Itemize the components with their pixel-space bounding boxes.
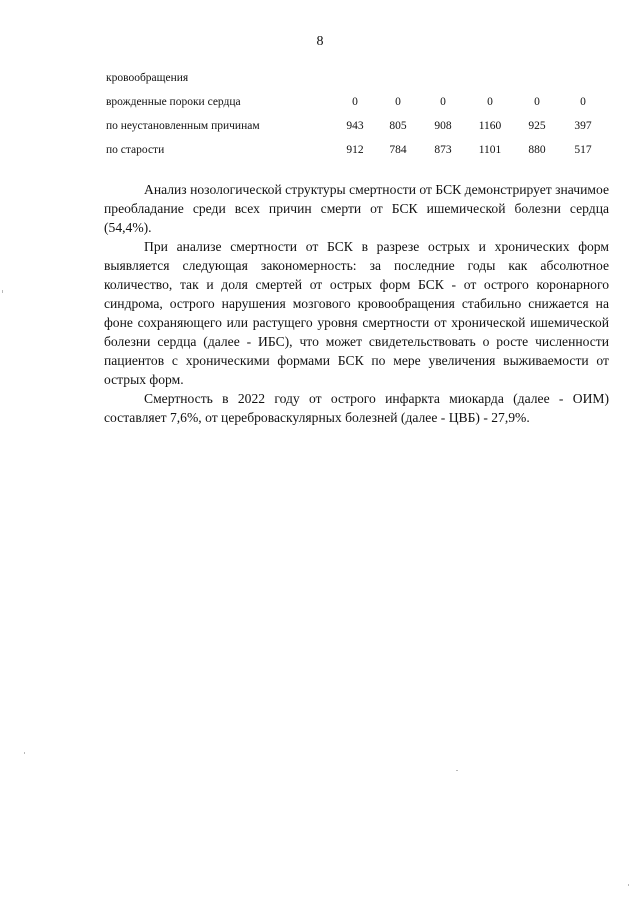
paragraph: При анализе смертности от БСК в разрезе острых и хронических форм выявляется следующая закономерность: за последние годы как абсолютное количество, так и доля смертей от острых форм БСК - от острого коронарного синдрома, острого нарушения мозгового кровообращения стабильно снижается на фоне сохраняющего или растущего уровня смертности от хронической ишемической болезни сердца (далее - ИБС), что может свидетельствовать о росте численности пациентов с хроническими формами БСК по мере увеличения выживаемости от острых форм. <box>104 239 609 387</box>
table-cell: 0 <box>534 96 540 108</box>
body-text <box>104 180 609 427</box>
table-cell: 517 <box>574 144 592 156</box>
paragraph: Смертность в 2022 году от острого инфаркта миокарда (далее - ОИМ) составляет 7,6%, от цереброваскулярных болезней (далее - ЦВБ) - 27,9%. <box>104 391 609 425</box>
table-cell: 0 <box>487 96 493 108</box>
table-cell: 925 <box>528 120 546 132</box>
scan-speck <box>628 884 629 886</box>
row-label: врожденные пороки сердца <box>106 96 241 108</box>
table-row <box>106 66 606 90</box>
scan-speck <box>2 290 3 293</box>
table-cell: 908 <box>434 120 452 132</box>
table-cell: 880 <box>528 144 546 156</box>
table-row <box>106 90 606 114</box>
row-label: кровообращения <box>106 72 189 84</box>
scan-speck <box>24 752 25 754</box>
table-cell: 1101 <box>478 144 502 156</box>
table-cell: 943 <box>346 120 364 132</box>
row-label: по старости <box>106 144 165 156</box>
table-cell: 912 <box>346 144 364 156</box>
paragraph: Анализ нозологической структуры смертности от БСК демонстрирует значимое преобладание среди всех причин смерти от БСК ишемической болезни сердца (54,4%). <box>104 182 609 235</box>
table-cell: 0 <box>352 96 358 108</box>
table-cell: 397 <box>574 120 592 132</box>
table-row <box>106 138 606 162</box>
table-cell: 1160 <box>478 120 502 132</box>
table-cell: 873 <box>434 144 452 156</box>
table-row <box>106 114 606 138</box>
row-label: по неустановленным причинам <box>106 120 260 132</box>
table-cell: 0 <box>395 96 401 108</box>
table-cell: 0 <box>440 96 446 108</box>
scan-speck <box>456 770 458 771</box>
page-number: 8 <box>316 34 324 49</box>
table-cell: 784 <box>389 144 407 156</box>
table-cell: 805 <box>389 120 407 132</box>
table-cell: 0 <box>580 96 586 108</box>
mortality-table <box>106 66 606 162</box>
